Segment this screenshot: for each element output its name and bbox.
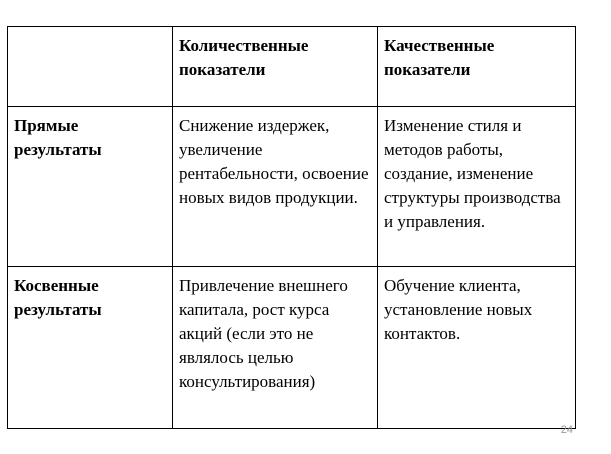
header-quantitative-cell: Количественные показатели: [173, 27, 378, 107]
direct-qualitative-cell: Изменение стиля и методов работы, создание, изменение структуры производства и управления.: [378, 107, 576, 267]
table-row: [8, 107, 576, 267]
row-label-direct: Прямые результаты: [8, 107, 173, 267]
table-header-row: [8, 27, 576, 107]
direct-quantitative-cell: Снижение издержек, увеличение рентабельности, освоение новых видов продукции.: [173, 107, 378, 267]
header-corner-cell: [8, 27, 173, 107]
row-label-indirect: Косвенные результаты: [8, 267, 173, 429]
indirect-quantitative-cell: Привлечение внешнего капитала, рост курса акций (если это не являлось целью консультирования): [173, 267, 378, 429]
header-qualitative-cell: Качественные показатели: [378, 27, 576, 107]
indirect-qualitative-cell: Обучение клиента, установление новых контактов.: [378, 267, 576, 429]
table-row: [8, 267, 576, 429]
results-table: [7, 26, 576, 429]
page-number: 24: [560, 424, 573, 436]
